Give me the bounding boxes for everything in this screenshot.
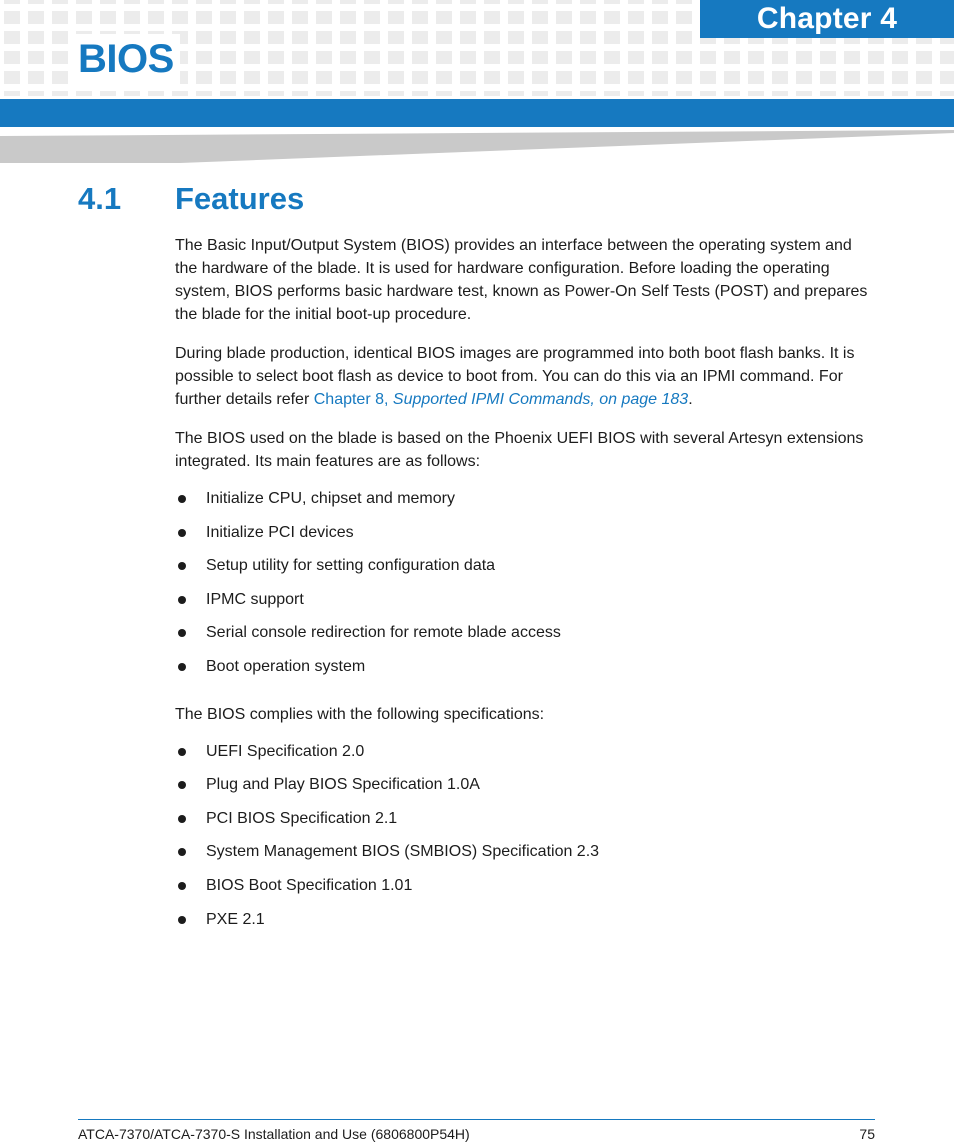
bullet-icon — [178, 596, 186, 604]
paragraph-phoenix: The BIOS used on the blade is based on the Phoenix UEFI BIOS with several Artesyn extensions integrated. Its main features are as follows: — [175, 430, 864, 470]
list-item — [175, 621, 875, 655]
list-item-text: Initialize CPU, chipset and memory — [206, 490, 455, 507]
list-item-text: UEFI Specification 2.0 — [206, 742, 365, 760]
features-list — [175, 487, 875, 689]
ipmi-commands-link[interactable]: Supported IPMI Commands, on page 183 — [392, 391, 689, 408]
header-band — [0, 99, 954, 127]
paragraph-specs: The BIOS complies with the following specifications: — [175, 705, 545, 723]
list-item-text: Initialize PCI devices — [206, 523, 354, 541]
footer-rule — [78, 1119, 875, 1120]
page-number: 75 — [859, 1126, 875, 1142]
list-item-text: System Management BIOS (SMBIOS) Specification 2.3 — [206, 843, 600, 861]
bullet-icon — [178, 529, 186, 537]
bullet-icon — [178, 629, 186, 637]
paragraph-flash — [175, 342, 875, 411]
bullet-icon — [178, 781, 186, 789]
header-wedge — [0, 130, 954, 163]
section-title: Features — [175, 181, 305, 216]
list-item — [175, 521, 875, 555]
chapter-link[interactable]: Chapter 8, — [313, 391, 393, 408]
list-item-text: BIOS Boot Specification 1.01 — [206, 876, 413, 894]
list-item — [175, 655, 875, 689]
list-item-text: Plug and Play BIOS Specification 1.0A — [206, 776, 480, 794]
list-item — [175, 807, 875, 841]
bullet-icon — [178, 562, 186, 570]
paragraph-intro: The Basic Input/Output System (BIOS) provides an interface between the operating system and the hardware of the blade. It is used for hardware configuration. Before loading the operating system, BIOS performs basic hardware test, known as Power-On Self Tests (POST) and prepares the blade for the initial boot-up procedure. — [175, 237, 868, 323]
list-item — [175, 588, 875, 622]
list-item-text: Serial console redirection for remote blade access — [206, 624, 561, 642]
list-item — [175, 908, 875, 942]
list-item — [175, 554, 875, 588]
main-content — [175, 234, 875, 955]
list-item — [175, 874, 875, 908]
paragraph-flash-text: During blade production, identical BIOS images are programmed into both boot flash banks. It is possible to select boot flash as device to boot from. You can do this via an IPMI command. For further details refer — [175, 345, 855, 408]
list-item — [175, 840, 875, 874]
list-item-text: Setup utility for setting configuration data — [206, 557, 496, 575]
list-item-text: Boot operation system — [206, 657, 366, 675]
footer-doc-title: ATCA-7370/ATCA-7370-S Installation and Use (6806800P54H) — [78, 1126, 470, 1142]
specifications-list — [175, 740, 875, 942]
bullet-icon — [178, 848, 186, 856]
list-item — [175, 773, 875, 807]
bullet-icon — [178, 882, 186, 890]
section-heading — [78, 181, 304, 217]
bullet-icon — [178, 815, 186, 823]
section-number: 4.1 — [78, 181, 122, 216]
list-item — [175, 487, 875, 521]
list-item-text: IPMC support — [206, 590, 304, 608]
bullet-icon — [178, 495, 186, 503]
chapter-title: BIOS — [76, 34, 180, 84]
bullet-icon — [178, 748, 186, 756]
paragraph-flash-end: . — [688, 391, 693, 408]
list-item-text: PCI BIOS Specification 2.1 — [206, 809, 398, 827]
list-item — [175, 740, 875, 774]
bullet-icon — [178, 663, 186, 671]
chapter-label: Chapter 4 — [700, 0, 954, 38]
bullet-icon — [178, 916, 186, 924]
list-item-text: PXE 2.1 — [206, 910, 265, 928]
